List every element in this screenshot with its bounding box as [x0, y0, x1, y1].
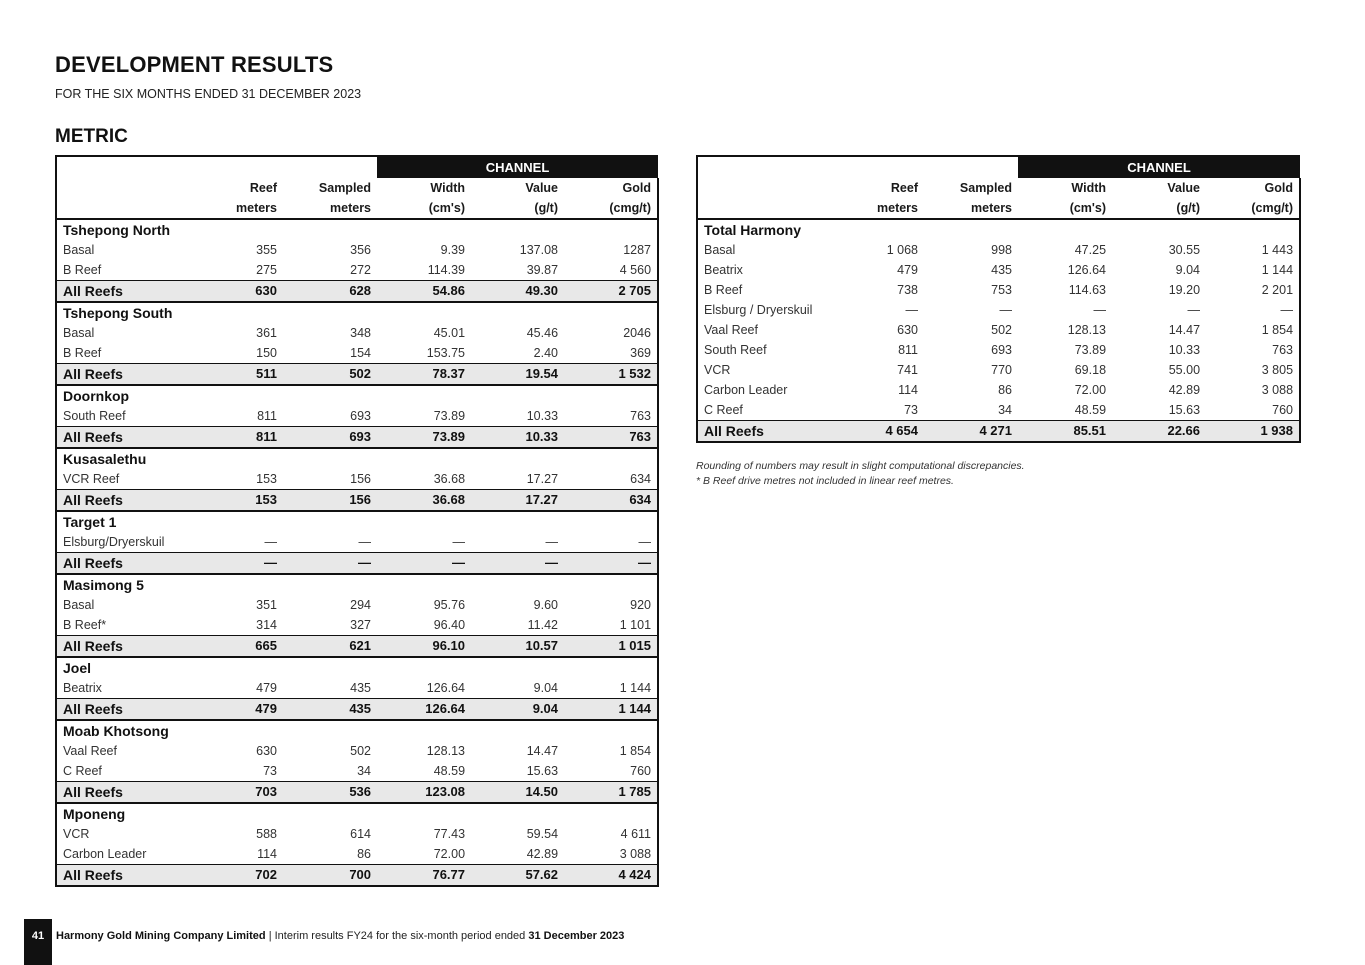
table-cell: 630	[256, 744, 277, 758]
table-cell: 2 201	[1206, 280, 1300, 300]
mine-section-row	[56, 720, 658, 741]
table-cell: 741	[897, 363, 918, 377]
reef-name: Basal	[56, 323, 203, 343]
col-unit-width: (cm's)	[1018, 198, 1112, 219]
total-cell: —	[203, 553, 283, 575]
reef-name: South Reef	[697, 340, 844, 360]
footnote-rounding: Rounding of numbers may result in slight computational discrepancies.	[696, 460, 1025, 472]
reef-name: Vaal Reef	[697, 320, 844, 340]
table-cell: 502	[991, 323, 1013, 337]
reef-name: Basal	[697, 240, 844, 260]
total-row	[56, 865, 658, 887]
table-cell: 10.33	[1168, 343, 1201, 357]
mine-name: Kusasalethu	[56, 448, 658, 469]
table-cell: 73	[203, 761, 283, 782]
total-cell: 19.54	[471, 364, 564, 386]
total-cell: 811	[203, 427, 283, 449]
table-cell: 128.13	[426, 744, 466, 758]
table-cell: 15.63	[471, 761, 564, 782]
total-cell: 435	[283, 699, 377, 721]
col-unit-gold: (cmg/t)	[564, 198, 658, 219]
reef-name: Elsburg/Dryerskuil	[56, 532, 203, 553]
table-row	[697, 320, 1300, 340]
total-cell: 693	[283, 427, 377, 449]
table-cell: 435	[991, 263, 1013, 277]
table-row	[697, 280, 1300, 300]
table-cell: 479	[203, 678, 283, 699]
table-cell: 48.59	[1018, 400, 1112, 421]
footer-text	[56, 930, 624, 942]
development-results-table-left	[55, 155, 659, 887]
total-cell: 126.64	[377, 699, 471, 721]
reef-name: Vaal Reef	[56, 741, 203, 761]
table-cell: 630	[897, 323, 918, 337]
table-cell: 2.40	[471, 343, 564, 364]
reef-name: VCR Reef	[56, 469, 203, 490]
col-unit-value: (g/t)	[471, 198, 564, 219]
total-cell: 1 938	[1206, 421, 1300, 443]
col-header-sampled: Sampled	[318, 181, 372, 195]
col-unit-width: (cm's)	[377, 198, 471, 219]
development-results-table-right	[696, 155, 1301, 443]
reef-name: B Reef*	[56, 615, 203, 636]
table-cell: 17.27	[471, 469, 564, 490]
col-unit-reef: meters	[844, 198, 924, 219]
table-cell: 14.47	[526, 744, 559, 758]
table-cell: 48.59	[377, 761, 471, 782]
table-cell: 114.63	[1068, 283, 1107, 297]
table-row	[56, 824, 658, 844]
total-row	[56, 636, 658, 658]
table-cell: 351	[256, 598, 277, 612]
table-cell: —	[203, 532, 283, 553]
total-cell: 703	[203, 782, 283, 804]
reef-name: C Reef	[697, 400, 844, 421]
table-row	[56, 260, 658, 281]
mine-section-row	[56, 385, 658, 406]
total-cell: —	[377, 553, 471, 575]
col-header-reef: Reef	[249, 181, 277, 195]
table-cell: 738	[897, 283, 918, 297]
table-cell: 69.18	[1074, 363, 1107, 377]
table-cell: 294	[350, 598, 372, 612]
table-row	[56, 240, 658, 260]
total-cell: 1 015	[564, 636, 658, 658]
total-row	[56, 782, 658, 804]
table-row	[697, 300, 1300, 320]
footer-description: Interim results FY24 for the six-month period ended	[274, 930, 526, 942]
table-row	[56, 532, 658, 553]
total-cell: 4 424	[564, 865, 658, 887]
channel-header: CHANNEL	[377, 156, 658, 178]
table-cell: 156	[283, 469, 377, 490]
total-cell: 630	[203, 281, 283, 303]
footer-company: Harmony Gold Mining Company Limited	[56, 930, 266, 942]
total-cell: 536	[283, 782, 377, 804]
table-row	[56, 595, 658, 615]
total-cell: 85.51	[1018, 421, 1112, 443]
table-cell: 19.20	[1168, 283, 1201, 297]
table-cell: 150	[203, 343, 283, 364]
table-row	[697, 260, 1300, 280]
reef-name: Beatrix	[56, 678, 203, 699]
total-label: All Reefs	[56, 782, 203, 804]
table-cell: 811	[203, 406, 283, 427]
table-cell: 47.25	[1074, 243, 1107, 257]
table-cell: —	[283, 532, 377, 553]
table-cell: —	[905, 303, 918, 317]
mine-name: Joel	[56, 657, 658, 678]
mine-section-row	[56, 657, 658, 678]
mine-section-row	[56, 803, 658, 824]
col-unit-reef: meters	[203, 198, 283, 219]
footnotes	[696, 459, 1025, 489]
total-cell: 621	[283, 636, 377, 658]
table-cell: 2046	[564, 323, 658, 343]
table-cell: 86	[283, 844, 377, 865]
reef-name: B Reef	[56, 343, 203, 364]
table-cell: 348	[350, 326, 372, 340]
table-cell: —	[999, 303, 1013, 317]
table-cell: 15.63	[1112, 400, 1206, 421]
table-cell: 59.54	[526, 827, 559, 841]
total-cell: 78.37	[377, 364, 471, 386]
table-cell: 1 144	[1206, 260, 1300, 280]
col-unit-sampled: meters	[283, 198, 377, 219]
total-cell: —	[283, 553, 377, 575]
col-header-width: Width	[1071, 181, 1107, 195]
table-cell: 39.87	[471, 260, 564, 281]
col-header-reef: Reef	[890, 181, 918, 195]
table-cell: 1 101	[564, 615, 658, 636]
col-header-width: Width	[430, 181, 466, 195]
total-cell: 96.10	[377, 636, 471, 658]
table-cell: 137.08	[519, 243, 559, 257]
table-cell: 998	[991, 243, 1013, 257]
total-cell: 511	[203, 364, 283, 386]
total-label: All Reefs	[56, 281, 203, 303]
total-cell: 4 654	[844, 421, 924, 443]
table-row	[56, 741, 658, 761]
total-cell: 2 705	[564, 281, 658, 303]
table-cell: 1 068	[886, 243, 918, 257]
total-cell: 628	[283, 281, 377, 303]
reef-name: Basal	[56, 595, 203, 615]
mine-section-row	[56, 219, 658, 240]
table-cell: 614	[350, 827, 372, 841]
footer-date: 31 December 2023	[528, 930, 625, 942]
reef-name: VCR	[697, 360, 844, 380]
total-row	[56, 364, 658, 386]
table-cell: 760	[1206, 400, 1300, 421]
channel-header: CHANNEL	[1018, 156, 1300, 178]
table-cell: 314	[203, 615, 283, 636]
table-row	[697, 340, 1300, 360]
table-cell: 435	[283, 678, 377, 699]
table-cell: 34	[924, 400, 1018, 421]
total-cell: 665	[203, 636, 283, 658]
mine-section-row	[56, 302, 658, 323]
table-cell: 275	[203, 260, 283, 281]
table-cell: —	[377, 532, 471, 553]
total-row	[56, 427, 658, 449]
mine-name: Mponeng	[56, 803, 658, 824]
table-cell: 3 088	[1206, 380, 1300, 400]
total-label: All Reefs	[56, 364, 203, 386]
table-cell: 693	[283, 406, 377, 427]
total-label: All Reefs	[697, 421, 844, 443]
col-header-value: Value	[1167, 181, 1201, 195]
mine-name: Doornkop	[56, 385, 658, 406]
total-label: All Reefs	[56, 490, 203, 512]
total-row	[56, 553, 658, 575]
total-cell: 156	[283, 490, 377, 512]
total-cell: 702	[203, 865, 283, 887]
total-cell: 1 785	[564, 782, 658, 804]
table-cell: 327	[283, 615, 377, 636]
table-cell: 3 805	[1206, 360, 1300, 380]
table-cell: 3 088	[564, 844, 658, 865]
total-cell: 22.66	[1112, 421, 1206, 443]
total-cell: 10.57	[471, 636, 564, 658]
reef-name: Elsburg / Dryerskuil	[697, 300, 844, 320]
table-cell: 588	[256, 827, 277, 841]
table-cell: 4 611	[564, 824, 658, 844]
table-cell: 126.64	[1067, 263, 1107, 277]
total-cell: 634	[564, 490, 658, 512]
mine-section-row	[56, 448, 658, 469]
total-cell: 763	[564, 427, 658, 449]
table-cell: 355	[256, 243, 277, 257]
total-cell: 153	[203, 490, 283, 512]
section-heading-metric: METRIC	[55, 126, 128, 147]
table-cell: 42.89	[471, 844, 564, 865]
table-row	[56, 615, 658, 636]
table-cell: 55.00	[1168, 363, 1201, 377]
table-cell: 753	[991, 283, 1013, 297]
col-header-gold: Gold	[564, 178, 658, 198]
table-cell: 9.04	[471, 678, 564, 699]
total-cell: 502	[283, 364, 377, 386]
total-label: All Reefs	[56, 636, 203, 658]
table-cell: 154	[283, 343, 377, 364]
reef-name: South Reef	[56, 406, 203, 427]
total-cell: 73.89	[377, 427, 471, 449]
table-row	[56, 844, 658, 865]
total-label: All Reefs	[56, 427, 203, 449]
table-cell: 11.42	[471, 615, 564, 636]
col-header-value: Value	[525, 181, 559, 195]
reef-name: Carbon Leader	[56, 844, 203, 865]
table-cell: 369	[564, 343, 658, 364]
table-row	[56, 761, 658, 782]
table-cell: 96.40	[377, 615, 471, 636]
table-cell: 9.60	[533, 598, 559, 612]
total-row	[56, 490, 658, 512]
total-row	[56, 281, 658, 303]
table-cell: 114.39	[377, 260, 471, 281]
table-cell: 86	[998, 383, 1013, 397]
total-cell: 17.27	[471, 490, 564, 512]
table-cell: 356	[350, 243, 372, 257]
table-cell: 72.00	[377, 844, 471, 865]
total-cell: 36.68	[377, 490, 471, 512]
table-cell: 920	[564, 595, 658, 615]
table-cell: 30.55	[1168, 243, 1201, 257]
table-cell: 10.33	[471, 406, 564, 427]
table-row	[697, 240, 1300, 260]
table-cell: 4 560	[564, 260, 658, 281]
table-cell: 1 854	[1206, 320, 1300, 340]
reef-name: Carbon Leader	[697, 380, 844, 400]
table-cell: 1 854	[564, 741, 658, 761]
page-title: DEVELOPMENT RESULTS	[55, 52, 334, 77]
table-cell: —	[1093, 303, 1107, 317]
total-cell: 57.62	[471, 865, 564, 887]
table-cell: 153.75	[377, 343, 471, 364]
reef-name: B Reef	[697, 280, 844, 300]
page-footer	[24, 919, 724, 965]
table-row	[56, 406, 658, 427]
table-cell: 73.89	[1074, 343, 1107, 357]
mine-name: Tshepong North	[56, 219, 658, 240]
table-cell: 693	[991, 343, 1013, 357]
table-cell: 763	[1206, 340, 1300, 360]
table-cell: —	[1187, 303, 1201, 317]
mine-name: Moab Khotsong	[56, 720, 658, 741]
mine-section-row	[697, 219, 1300, 240]
table-row	[56, 323, 658, 343]
table-cell: 72.00	[1074, 383, 1107, 397]
table-cell: 1 144	[564, 678, 658, 699]
table-cell: 770	[991, 363, 1013, 377]
col-header-gold: Gold	[1206, 178, 1300, 198]
table-cell: 634	[564, 469, 658, 490]
total-label: All Reefs	[56, 699, 203, 721]
mine-name: Tshepong South	[56, 302, 658, 323]
total-cell: 4 271	[924, 421, 1018, 443]
table-cell: 45.01	[433, 326, 466, 340]
table-cell: 34	[283, 761, 377, 782]
reef-name: Basal	[56, 240, 203, 260]
table-row	[697, 380, 1300, 400]
footnote-b-reef: * B Reef drive metres not included in linear reef metres.	[696, 475, 954, 487]
col-unit-gold: (cmg/t)	[1206, 198, 1300, 219]
reef-name: Beatrix	[697, 260, 844, 280]
table-row	[56, 343, 658, 364]
table-cell: 1 443	[1206, 240, 1300, 260]
table-cell: 42.89	[1168, 383, 1201, 397]
reef-name: VCR	[56, 824, 203, 844]
page-subtitle: FOR THE SIX MONTHS ENDED 31 DECEMBER 2023	[55, 87, 362, 101]
mine-name: Target 1	[56, 511, 658, 532]
total-cell: 123.08	[377, 782, 471, 804]
reef-name: C Reef	[56, 761, 203, 782]
table-cell: 361	[256, 326, 277, 340]
table-cell: 760	[564, 761, 658, 782]
col-unit-value: (g/t)	[1112, 198, 1206, 219]
reef-name: B Reef	[56, 260, 203, 281]
total-row	[697, 421, 1300, 443]
table-cell: 763	[564, 406, 658, 427]
table-cell: 36.68	[377, 469, 471, 490]
total-cell: 700	[283, 865, 377, 887]
total-cell: 479	[203, 699, 283, 721]
table-cell: 126.64	[377, 678, 471, 699]
table-cell: 272	[283, 260, 377, 281]
col-unit-sampled: meters	[924, 198, 1018, 219]
table-cell: 73	[844, 400, 924, 421]
total-cell: 10.33	[471, 427, 564, 449]
total-cell: 1 144	[564, 699, 658, 721]
total-cell: 76.77	[377, 865, 471, 887]
mine-section-row	[56, 574, 658, 595]
table-row	[56, 678, 658, 699]
table-cell: 95.76	[433, 598, 466, 612]
total-cell: 54.86	[377, 281, 471, 303]
total-cell: 1 532	[564, 364, 658, 386]
mine-name: Total Harmony	[697, 219, 1300, 240]
table-cell: 479	[897, 263, 918, 277]
mine-section-row	[56, 511, 658, 532]
table-cell: 114	[898, 383, 918, 397]
table-cell: 77.43	[433, 827, 466, 841]
table-cell: 9.04	[1175, 263, 1201, 277]
table-row	[697, 400, 1300, 421]
total-cell: 49.30	[471, 281, 564, 303]
table-cell: 811	[898, 343, 918, 357]
mine-name: Masimong 5	[56, 574, 658, 595]
total-label: All Reefs	[56, 865, 203, 887]
table-cell: 73.89	[377, 406, 471, 427]
total-cell: 14.50	[471, 782, 564, 804]
table-cell: 45.46	[526, 326, 559, 340]
table-cell: 1287	[564, 240, 658, 260]
table-cell: 128.13	[1067, 323, 1107, 337]
footer-separator: |	[268, 930, 272, 942]
table-cell: 14.47	[1168, 323, 1201, 337]
table-cell: 9.39	[440, 243, 466, 257]
col-header-sampled: Sampled	[959, 181, 1013, 195]
page-number: 41	[24, 919, 52, 965]
table-cell: 502	[350, 744, 372, 758]
total-label: All Reefs	[56, 553, 203, 575]
total-cell: —	[564, 553, 658, 575]
total-cell: —	[471, 553, 564, 575]
table-cell: 114	[203, 844, 283, 865]
total-row	[56, 699, 658, 721]
total-cell: 9.04	[471, 699, 564, 721]
table-row	[697, 360, 1300, 380]
table-cell: —	[471, 532, 564, 553]
table-row	[56, 469, 658, 490]
table-cell: —	[564, 532, 658, 553]
table-cell: 153	[203, 469, 283, 490]
table-cell: —	[1206, 300, 1300, 320]
